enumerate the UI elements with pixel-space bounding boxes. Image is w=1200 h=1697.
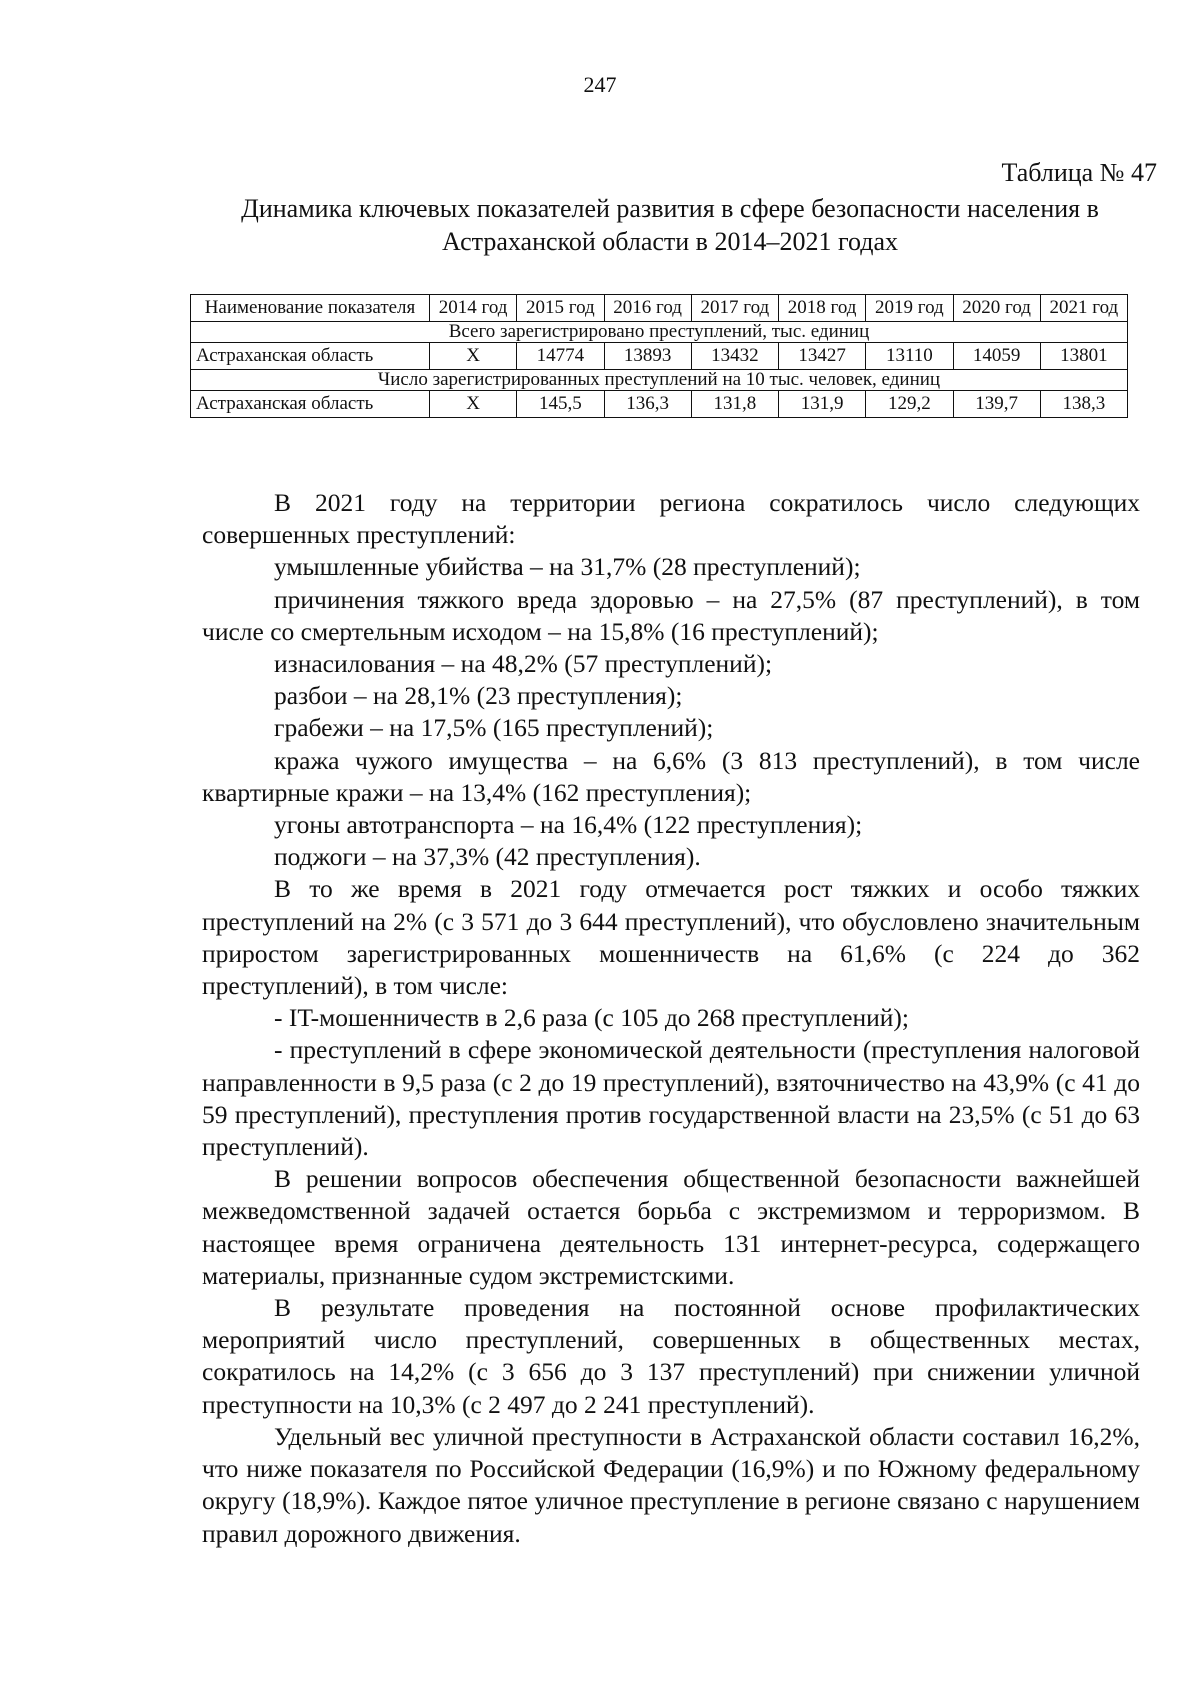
table-cell: 145,5 (517, 391, 604, 418)
list-item: - IT-мошенничеств в 2,6 раза (с 105 до 268 преступлений); (274, 1003, 909, 1033)
list-item: угоны автотранспорта – на 16,4% (122 преступления); (274, 810, 863, 840)
table-cell: 131,9 (779, 391, 866, 418)
section-title: Всего зарегистрировано преступлений, тыс. единиц (191, 322, 1128, 343)
row-label: Астраханская область (191, 343, 430, 370)
column-header-year: 2017 год (691, 295, 778, 322)
table-row (191, 391, 1128, 418)
table-section-header (191, 370, 1128, 391)
table-cell: 129,2 (866, 391, 953, 418)
table-section-header (191, 322, 1128, 343)
statistics-table (190, 294, 1128, 418)
table-cell: 136,3 (604, 391, 691, 418)
table-header-row (191, 295, 1128, 322)
table-cell: 14774 (517, 343, 604, 370)
column-header-name: Наименование показателя (191, 295, 430, 322)
page-number: 247 (583, 72, 617, 97)
table-title: Динамика ключевых показателей развития в сфере безопасности населения в Астраханской области в 2014–2021 годах (241, 194, 1099, 256)
column-header-year: 2019 год (866, 295, 953, 322)
column-header-year: 2018 год (779, 295, 866, 322)
list-item: поджоги – на 37,3% (42 преступления). (274, 842, 701, 872)
column-header-year: 2015 год (517, 295, 604, 322)
table-cell: 131,8 (691, 391, 778, 418)
table-cell: 13893 (604, 343, 691, 370)
list-item: причинения тяжкого вреда здоровью – на 27,5% (87 преступлений), в том числе со смертельным исходом – на 15,8% (16 преступлений); (202, 584, 1140, 646)
list-item: разбои – на 28,1% (23 преступления); (274, 681, 683, 711)
table-cell: Х (430, 391, 517, 418)
paragraph: Удельный вес уличной преступности в Астраханской области составил 16,2%, что ниже показателя по Российской Федерации (16,9%) и по Южному федеральному округу (18,9%). Каждое пятое уличное преступление в регионе связано с нарушением правил дорожного движения. (202, 1421, 1140, 1548)
column-header-year: 2020 год (953, 295, 1040, 322)
table-cell: 14059 (953, 343, 1040, 370)
table-cell: 13427 (779, 343, 866, 370)
list-item: - преступлений в сфере экономической деятельности (преступления налоговой направленности в 9,5 раза (с 2 до 19 преступлений), взяточничество на 43,9% (с 41 до 59 преступлений), преступления против государственной власти на 23,5% (с 51 до 63 преступлений). (202, 1035, 1140, 1162)
list-item: изнасилования – на 48,2% (57 преступлений); (274, 649, 773, 679)
row-label: Астраханская область (191, 391, 430, 418)
column-header-year: 2016 год (604, 295, 691, 322)
list-item: кража чужого имущества – на 6,6% (3 813 преступлений), в том числе квартирные кражи – на 13,4% (162 преступления); (202, 745, 1140, 807)
table-cell: 13801 (1040, 343, 1127, 370)
list-item: умышленные убийства – на 31,7% (28 преступлений); (274, 552, 861, 582)
paragraph: В решении вопросов обеспечения общественной безопасности важнейшей межведомственной задачей остается борьба с экстремизмом и терроризмом. В настоящее время ограничена деятельность 131 интернет-ресурса, содержащего материалы, признанные судом экстремистскими. (202, 1164, 1140, 1290)
table-cell: 138,3 (1040, 391, 1127, 418)
table-row (191, 343, 1128, 370)
paragraph: В результате проведения на постоянной основе профилактических мероприятий число преступлений, совершенных в общественных местах, сократилось на 14,2% (с 3 656 до 3 137 преступлений) при снижении уличной преступности на 10,3% (с 2 497 до 2 241 преступлений). (202, 1293, 1140, 1419)
table-cell: 13432 (691, 343, 778, 370)
body-text (202, 487, 1140, 1550)
table-cell: 139,7 (953, 391, 1040, 418)
section-title: Число зарегистрированных преступлений на 10 тыс. человек, единиц (191, 370, 1128, 391)
paragraph: В то же время в 2021 году отмечается рост тяжких и особо тяжких преступлений на 2% (с 3 571 до 3 644 преступлений), что обусловлено значительным приростом зарегистрированных мошенничеств на 61,6% (с 224 до 362 преступлений), в том числе: (202, 874, 1140, 1001)
table-label: Таблица № 47 (1001, 158, 1157, 187)
table-cell: 13110 (866, 343, 953, 370)
list-item: грабежи – на 17,5% (165 преступлений); (274, 713, 714, 743)
table-cell: Х (430, 343, 517, 370)
column-header-year: 2014 год (430, 295, 517, 322)
paragraph: В 2021 году на территории региона сократилось число следующих совершенных преступлений: (202, 488, 1140, 550)
column-header-year: 2021 год (1040, 295, 1127, 322)
